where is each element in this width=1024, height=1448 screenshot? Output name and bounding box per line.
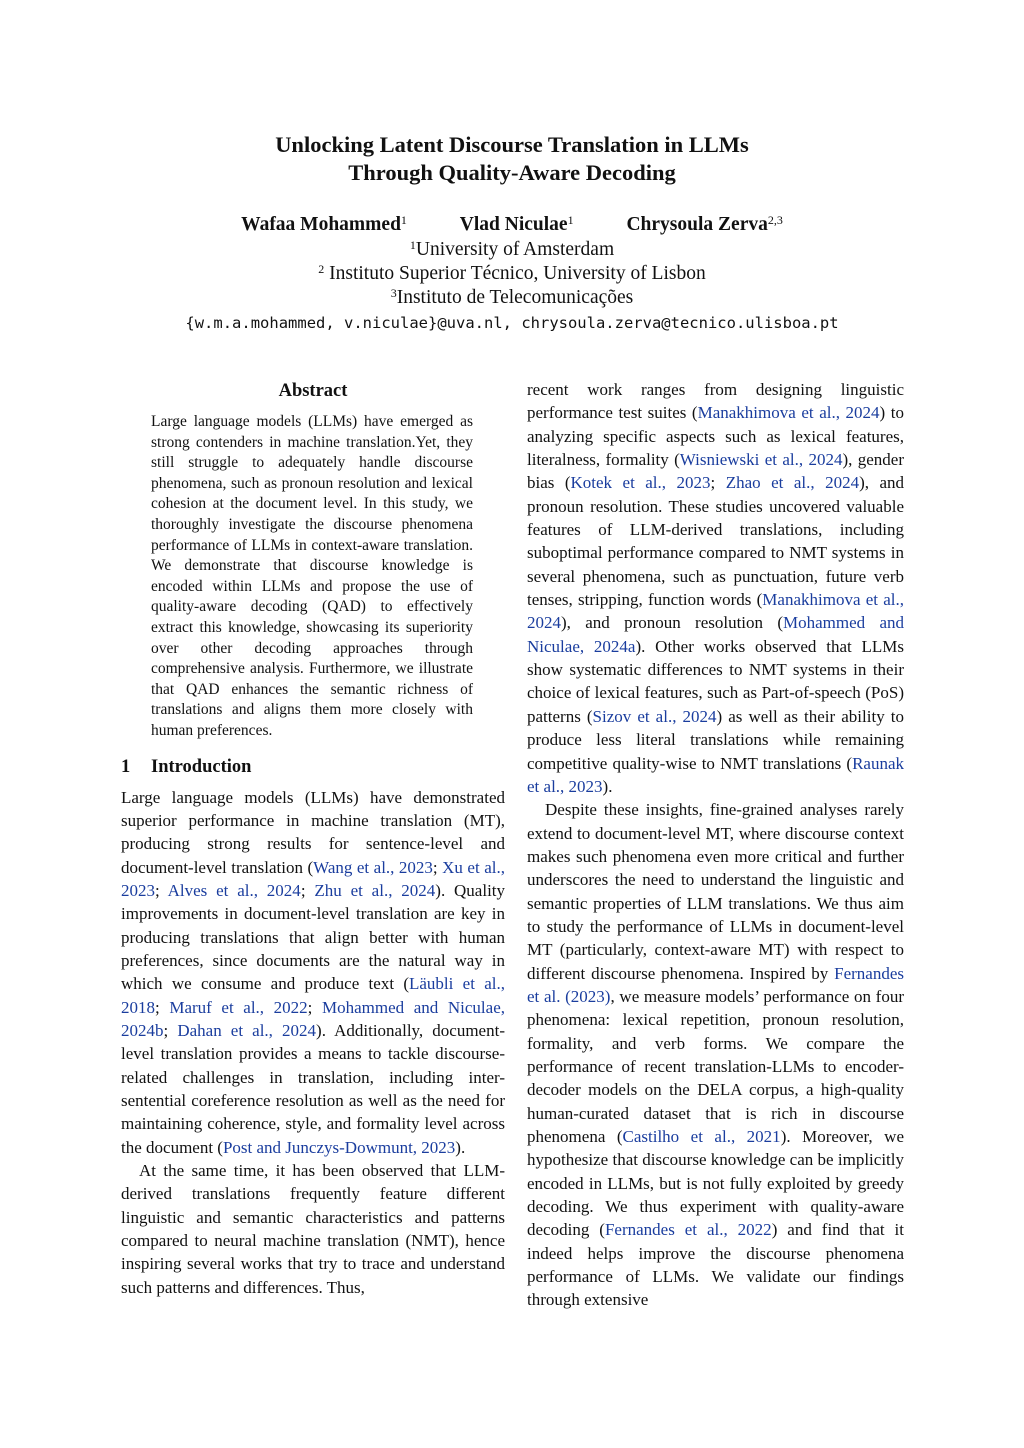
citation-link[interactable]: Mohammed and Niculae, 2024b — [121, 997, 505, 1040]
author-3: Chrysoula Zerva$^{2,3}$ — [626, 213, 783, 235]
paper-title — [0, 131, 1024, 187]
citation-link[interactable]: Sizov et al., 2024 — [592, 706, 717, 726]
affiliation-3: $^3$Instituto de Telecomunicações — [390, 286, 634, 308]
citation-link[interactable]: Wisniewski et al., 2024 — [679, 450, 843, 470]
intro-paragraph-2: At the same time, it has been observed that LLM-derived translations frequently feature different linguistic and semantic characteristics and patterns compared to neural machine translation (NMT), hence inspiring several works that try to trace and understand such patterns and differences. Thus, — [121, 1161, 505, 1297]
citation-link[interactable]: Dahan et al., 2024 — [177, 1020, 317, 1040]
right-column — [527, 378, 904, 1312]
title-line-2: Through Quality-Aware Decoding — [348, 160, 676, 185]
left-column — [121, 378, 505, 1299]
author-emails: {w.m.a.mohammed, v.niculae}@uva.nl, chrysoula.zerva@tecnico.ulisboa.pt — [185, 314, 839, 332]
abstract-heading: Abstract — [278, 381, 348, 401]
affiliation-2: $^2$ Instituto Superior Técnico, University of Lisbon — [318, 262, 706, 284]
citation-link[interactable]: Manakhimova et al., 2024 — [527, 590, 904, 633]
intro-paragraph-3: recent work ranges from designing linguistic performance test suites (Manakhimova et al., 2024) to analyzing specific aspects such as lexical features, literalness, formality (Wisniewski et al., 2024), gender bias (Kotek et al., 2023; Zhao et al., 2024), and pronoun resolution. These studies uncovered valuable features of LLM-derived translations, including suboptimal performance compared to NMT systems in several phenomena, such as punctuation, future verb tenses, stripping, function words (Manakhimova et al., 2024), and pronoun resolution (Mohammed and Niculae, 2024a). Other works observed that LLMs show systematic differences to NMT systems in their choice of lexical features, such as Part-of-speech (PoS) patterns (Sizov et al., 2024) as well as their ability to produce less literal translations while remaining competitive quality-wise to NMT translations (Raunak et al., 2023). — [527, 380, 905, 796]
affiliation-1: $^1$University of Amsterdam — [409, 238, 615, 260]
citation-link[interactable]: Maruf et al., 2022 — [169, 997, 308, 1017]
author-2: Vlad Niculae$^1$ — [459, 213, 574, 235]
citation-link[interactable]: Wang et al., 2023 — [313, 857, 433, 877]
intro-paragraph-1: Large language models (LLMs) have demonstrated superior performance in machine translation (MT), producing strong results for sentence-level and document-level translation (Wang et al., 2023; Xu et al., 2023; Alves et al., 2024; Zhu et al., 2024). Quality improvements in document-level translation are key in producing translations that align better with human preferences, since documents are the natural way in which we consume and produce text (Läubli et al., 2018; Maruf et al., 2022; Mohammed and Niculae, 2024b; Dahan et al., 2024). Additionally, document-level translation provides a means to tackle discourse-related challenges in translation, including inter-sentential coreference resolution as well as the need for maintaining coherence, style, and formality level across the document (Post and Junczys-Dowmunt, 2023). — [121, 787, 506, 1157]
citation-link[interactable]: Zhu et al., 2024 — [314, 880, 436, 900]
citation-link[interactable]: Fernandes et al. (2023) — [527, 963, 904, 1006]
intro-paragraph-4: Despite these insights, fine-grained analyses rarely extend to document-level MT, where discourse context makes such phenomena even more critical and further underscores the need to understand the linguistic and semantic properties of LLM translations. We thus aim to study the performance of LLMs in document-level MT (particularly, context-aware MT) with respect to different discourse phenomena. Inspired by Fernandes et al. (2023), we measure models’ performance on four phenomena: lexical repetition, pronoun resolution, formality, and verb forms. We compare the performance of recent translation-LLMs to encoder-decoder models on the DELA corpus, a high-quality human-curated dataset that is rich in discourse phenomena (Castilho et al., 2021). Moreover, we hypothesize that discourse knowledge can be implicitly encoded in LLMs, but is not fully exploited by greedy decoding. We thus experiment with quality-aware decoding (Fernandes et al., 2022) and find that it indeed helps improve the discourse phenomena performance of LLMs. We validate our findings through extensive — [527, 800, 905, 1310]
citation-link[interactable]: Raunak et al., 2023 — [527, 753, 904, 796]
abstract-text: Large language models (LLMs) have emerged as strong contenders in machine translation.Yet, they still struggle to adequately handle discourse phenomena, such as pronoun resolution and lexical cohesion at the document level. In this study, we thoroughly investigate the discourse phenomena performance of LLMs in context-aware translation. We demonstrate that discourse knowledge is encoded within LLMs and propose the use of quality-aware decoding (QAD) to effectively extract this knowledge, showcasing its superiority over other decoding approaches through comprehensive analysis. Furthermore, we illustrate that QAD enhances the semantic richness of translations and aligns them more closely with human preferences. — [151, 413, 473, 739]
citation-link[interactable]: Castilho et al., 2021 — [622, 1127, 781, 1146]
citation-link[interactable]: Fernandes et al., 2022 — [604, 1220, 772, 1240]
citation-link[interactable]: Zhao et al., 2024 — [725, 473, 860, 493]
author-1: Wafaa Mohammed$^1$ — [241, 213, 407, 235]
section-heading-introduction: 1 Introduction — [121, 756, 252, 777]
author-list — [0, 212, 1024, 238]
citation-link[interactable]: Post and Junczys-Dowmunt, 2023 — [222, 1137, 456, 1157]
citation-link[interactable]: Manakhimova et al., 2024 — [697, 403, 880, 423]
citation-link[interactable]: Xu et al., 2023 — [121, 857, 505, 900]
citation-link[interactable]: Alves et al., 2024 — [167, 880, 301, 900]
affiliations — [0, 238, 1024, 310]
citation-link[interactable]: Kotek et al., 2023 — [570, 473, 711, 493]
title-line-1: Unlocking Latent Discourse Translation in LLMs — [275, 132, 749, 157]
citation-link[interactable]: Mohammed and Niculae, 2024a — [527, 613, 904, 656]
citation-link[interactable]: Läubli et al., 2018 — [121, 974, 505, 1017]
